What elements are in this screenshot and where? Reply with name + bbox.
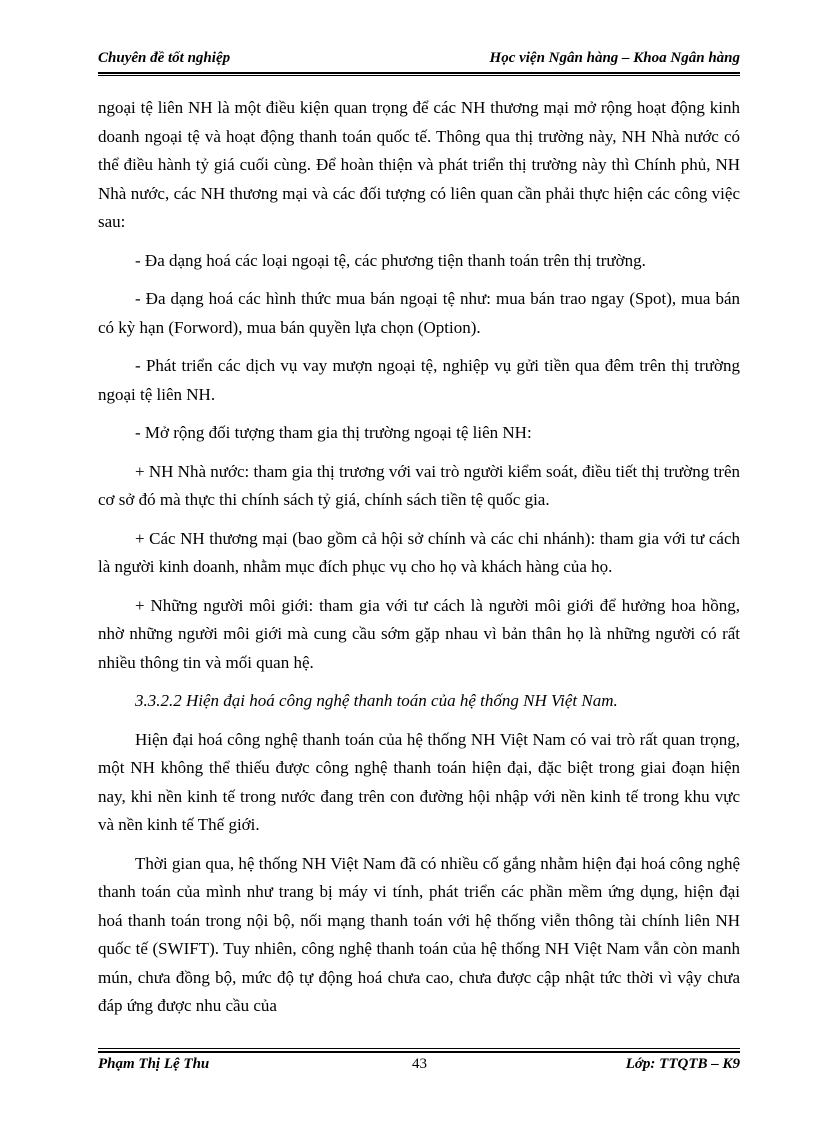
list-item: - Đa dạng hoá các loại ngoại tệ, các phương tiện thanh toán trên thị trường. [135,250,646,270]
section-heading: 3.3.2.2 Hiện đại hoá công nghệ thanh toán của hệ thống NH Việt Nam. [135,691,618,710]
footer-rule [98,1051,740,1053]
list-item: - Mở rộng đối tượng tham gia thị trường ngoại tệ liên NH: [135,423,532,442]
page-number: 43 [412,1056,427,1072]
header-title: Chuyên đề tốt nghiệp [98,50,231,66]
list-item: - Đa dạng hoá các hình thức mua bán ngoại tệ như: mua bán trao ngay (Spot), mua bán có kỳ hạn (Forword), mua bán quyền lựa chọn (Option). [98,289,740,337]
paragraph: Thời gian qua, hệ thống NH Việt Nam đã có nhiều cố gắng nhằm hiện đại hoá công nghệ thanh toán của mình như trang bị máy vi tính, phát triển các phần mềm ứng dụng, hiện đại hoá thanh toán trong nội bộ, nối mạng thanh toán với hệ thống viễn thông tài chính liên NH quốc tế (SWIFT). Tuy nhiên, công nghệ thanh toán của hệ thống NH Việt Nam vẫn còn manh mún, chưa đồng bộ, mức độ tự động hoá chưa cao, chưa được cập nhật tức thời vì vậy chưa đáp ứng được nhu cầu của [98,853,740,1015]
list-item: - Phát triển các dịch vụ vay mượn ngoại tệ, nghiệp vụ gửi tiền qua đêm trên thị trường ngoại tệ liên NH. [98,356,740,404]
header-rule-thin [98,75,740,76]
page-header [98,46,740,74]
paragraph: Hiện đại hoá công nghệ thanh toán của hệ thống NH Việt Nam có vai trò rất quan trọng, một NH không thể thiếu được công nghệ thanh toán hiện đại, đặc biệt trong giai đoạn hiện nay, khi nền kinh tế trong nước đang trên con đường hội nhập với nền kinh tế trong khu vực và nền kinh tế Thế giới. [98,729,740,834]
paragraph: ngoại tệ liên NH là một điều kiện quan trọng để các NH thương mại mở rộng hoạt động kinh doanh ngoại tệ và hoạt động thanh toán quốc tế. Thông qua thị trường này, NH Nhà nước có thể điều hành tỷ giá cuối cùng. Để hoàn thiện và phát triển thị trường này thì Chính phủ, NH Nhà nước, các NH thương mại và các đối tượng có liên quan cần phải thực hiện các công việc sau: [98,98,740,231]
footer-class: Lớp: TTQTB – K9 [625,1056,740,1072]
page-footer [98,1056,740,1084]
footer-rule-thin [98,1048,740,1049]
sub-list-item: + Những người môi giới: tham gia với tư cách là người môi giới để hưởng hoa hồng, nhờ những người môi giới mà cung cầu sớm gặp nhau vì bản thân họ là những người có rất nhiều thông tin và mối quan hệ. [98,595,740,672]
body-text [98,94,740,1031]
sub-list-item: + Các NH thương mại (bao gồm cả hội sở chính và các chi nhánh): tham gia với tư cách là người kinh doanh, nhằm mục đích phục vụ cho họ và khách hàng của họ. [98,528,740,576]
sub-list-item: + NH Nhà nước: tham gia thị trương với vai trò người kiểm soát, điều tiết thị trường trên cơ sở đó mà thực thi chính sách tỷ giá, chính sách tiền tệ quốc gia. [98,461,740,509]
header-rule [98,72,740,74]
footer-author: Phạm Thị Lệ Thu [98,1056,210,1072]
header-institution: Học viện Ngân hàng – Khoa Ngân hàng [489,50,740,66]
